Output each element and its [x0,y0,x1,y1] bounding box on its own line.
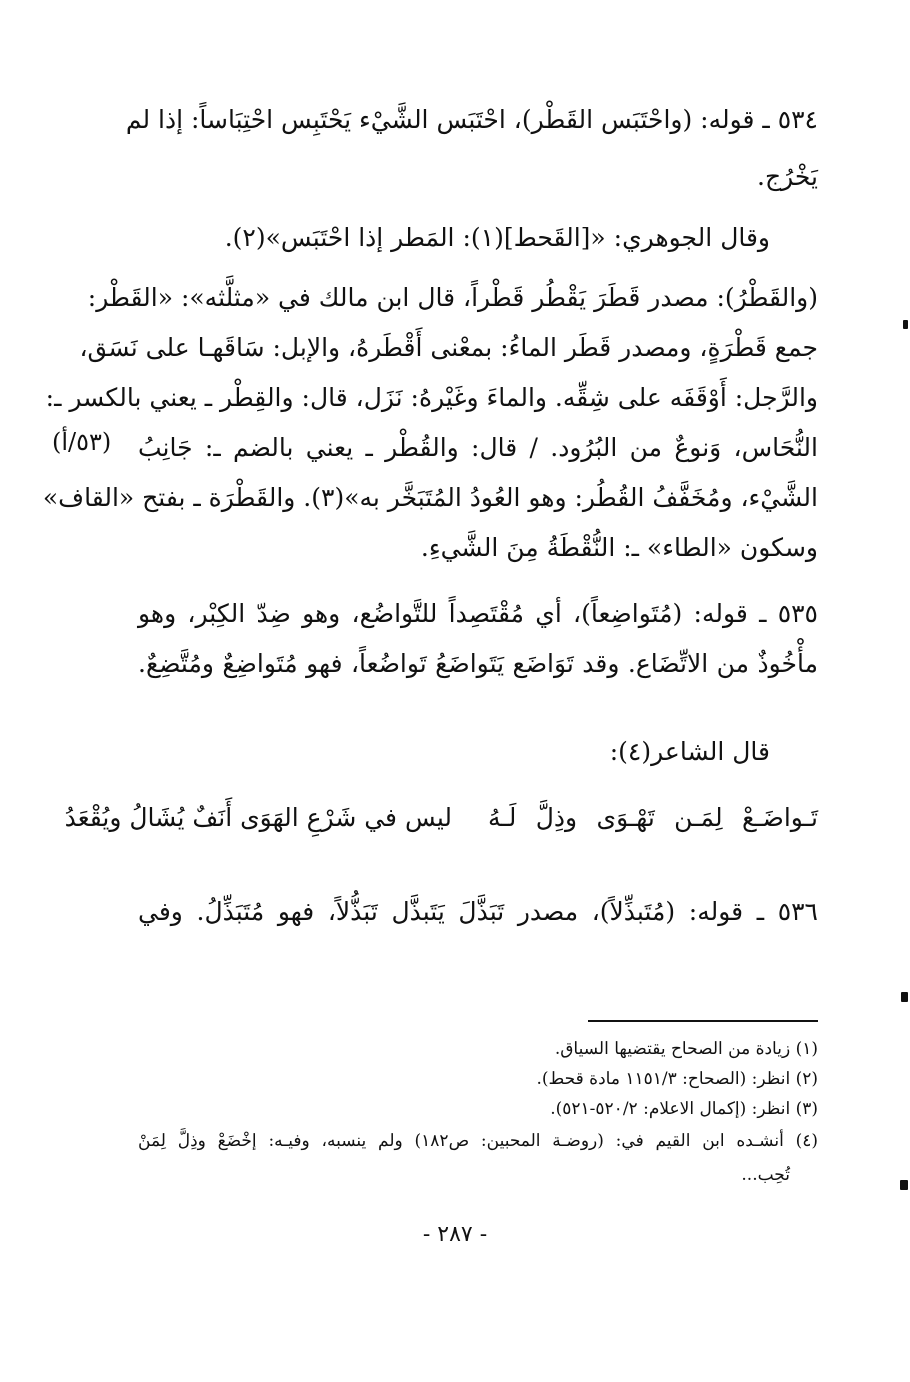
footnote-separator [588,1020,818,1022]
qatr-line-4: النُّحَاس، وَنوعٌ من البُرُود. / قال: والقُطْر ـ يعني بالضم ـ: جَانِبُ [138,433,818,462]
margin-folio-reference: (٥٣/أ) [52,428,112,456]
page-number: - ٢٨٧ - [422,1222,488,1247]
verse-second-hemistich: ليس في شَرْعِ الهَوَى أَنَفٌ يُشَالُ ويُقْعَدُ [64,803,452,832]
qatr-line-1: (والقَطْرُ): مصدر قَطَرَ يَقْطُر قَطْراً، قال ابن مالك في «مثلَّثه»: «القَطْر: [87,283,818,312]
scan-edge-mark-bottom [900,1180,908,1190]
footnote-4-line-2: تُحِب... [741,1165,790,1185]
footnote-4-line-1: (٤) أنشـده ابن القيم في: (روضـة المحبين: ص١٨٢) ولم ينسبه، وفيـه: إخْضَعْ وذِلَّ لِمَنْ [138,1131,818,1151]
qatr-line-5: الشَّيْء، ومُخَفَّفُ القُطُر: وهو العُودُ المُتَبَخَّر به»(٣). والقَطْرَة ـ بفتح «القاف» [42,483,818,512]
scan-edge-mark-middle [901,992,908,1002]
qatr-line-2: جمع قَطْرَةٍ، ومصدر قَطَر الماءُ: بمعْنى أَقْطَرهُ، والإبل: سَاقَهـا على نَسَق، [79,333,818,362]
poet-intro: قال الشاعر(٤): [609,737,770,766]
qatr-line-6: وسكون «الطاء» ـ: النُّقْطَةُ مِنَ الشَّيءِ. [420,533,818,562]
paragraph-535-line-2: مأْخُوذٌ من الاتِّضَاع. وقد تَوَاضَع يَتَواضَعُ تَواضُعاً، فهو مُتَواضِعٌ ومُتَّضِعٌ. [138,649,818,678]
qatr-line-3: والرَّجل: أَوْقَفَه على شِقِّه. والماءَ وغَيْرهُ: نَزَل، قال: والقِطْر ـ يعني بالكسر ـ: [45,383,818,412]
paragraph-536-line-1: ٥٣٦ ـ قوله: (مُتَبذِّلاً)، مصدر تَبَذَّلَ يَتَبذَّل تَبَذُّلاً، فهو مُتَبَذِّلُ. وفي [138,897,818,926]
paragraph-534-line-2: يَخْرُج. [757,162,818,191]
verse-first-hemistich: تَـواضَـعْ لِمَـن تَهْـوَى وذِلَّ لَـهُ [488,803,818,832]
footnote-1: (١) زيادة من الصحاح يقتضيها السياق. [554,1039,818,1059]
footnote-2: (٢) انظر: (الصحاح: ١١٥١/٣ مادة قحط). [536,1069,818,1089]
footnote-3: (٣) انظر: (إكمال الاعلام: ٥٢٠/٢-٥٢١). [550,1099,818,1119]
scan-edge-mark-top [903,320,908,329]
paragraph-534-line-1: ٥٣٤ ـ قوله: (واحْتَبَس القَطْر)، احْتَبَس الشَّيْء يَحْتَبِس احْتِبَاساً: إذا لم [125,105,818,134]
jawhari-quote: وقال الجوهري: «[القَحط](١): المَطر إذا احْتَبَس»(٢). [224,223,770,252]
paragraph-535-line-1: ٥٣٥ ـ قوله: (مُتَواضِعاً)، أي مُقْتَصِداً للتَّواضُع، وهو ضِدّ الكِبْر، وهو [138,599,818,628]
